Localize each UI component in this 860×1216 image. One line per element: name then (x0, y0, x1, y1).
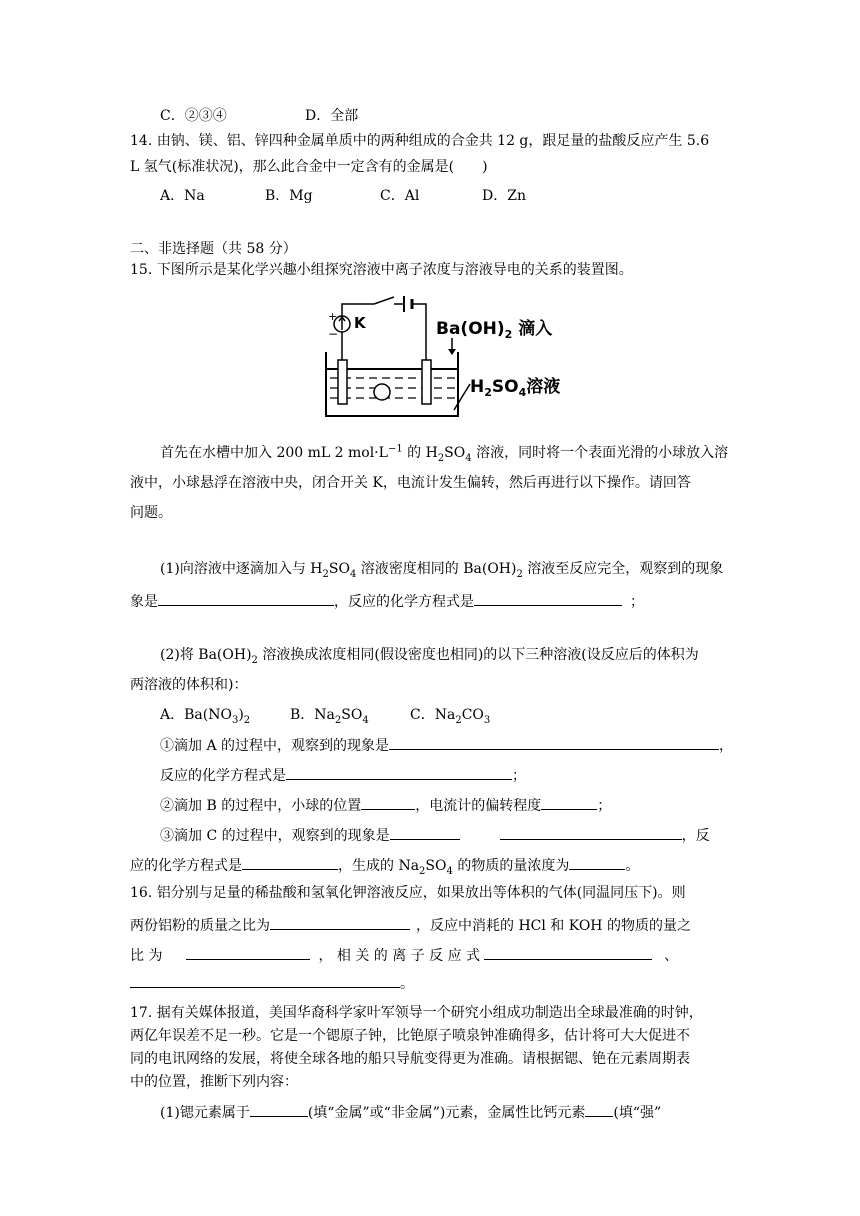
right-electrode (422, 360, 431, 404)
q17-line3: 同的电讯网络的发展，将使全球各地的船只导航变得更为准确。请根据锶、铯在元素周期表 (130, 1051, 690, 1067)
answer-blank[interactable] (500, 824, 682, 840)
q15-intro: 15. 下图所示是某化学兴趣小组探究溶液中离子浓度与溶液导电的关系的装置图。 (130, 262, 633, 278)
answer-blank[interactable] (585, 1101, 613, 1117)
answer-blank[interactable] (569, 854, 625, 870)
q17-line4: 中的位置，推断下列内容： (130, 1074, 298, 1090)
answer-blank[interactable] (158, 590, 334, 606)
q14-stem-line2: L 氢气(标准状况)，那么此合金中一定含有的金属是( ) (130, 159, 488, 175)
answer-blank[interactable] (250, 1101, 308, 1117)
q15-option-b: B．$Na_2SO_4$ (290, 707, 369, 726)
answer-blank[interactable] (286, 764, 512, 780)
answer-blank[interactable] (389, 734, 719, 750)
apparatus-diagram (318, 294, 580, 420)
q15-option-c: C．$Na_2CO_3$ (410, 707, 491, 726)
q15-para-line1: 首先在水槽中加入 200 mL 2 $mol\cdot L^{-1}$ 的 $H_2SO_4$ 溶液，同时将一个表面光滑的小球放入溶 (160, 443, 729, 464)
svg-text:Ba(OH)2 滴入: $Ba(OH)_2$ 滴入 (436, 319, 553, 341)
q15-c2-line: ②滴加 B 的过程中，小球的位置 ，电流计的偏转程度 ； (160, 794, 611, 815)
answer-blank[interactable] (270, 914, 410, 930)
q17-line5: (1)锶元素属于 (填“金属”或“非金属”)元素，金属性比钙元素 (填“强” (160, 1101, 661, 1122)
q16-line2: 两份铝粉的质量之比为 ，反应中消耗的 HCl 和 KOH 的物质的量之 (130, 914, 691, 935)
answer-blank[interactable] (186, 944, 310, 960)
q13-option-c: C．②③④ (160, 108, 227, 124)
q15-c3-line2: 应的化学方程式是 ，生成的 $Na_2SO_4$ 的物质的量浓度为 。 (130, 854, 639, 875)
svg-text:−: − (328, 327, 339, 341)
q14-option-c: C．Al (380, 188, 420, 204)
q15-c1-line2: 反应的化学方程式是 ； (160, 764, 526, 785)
q15-c3-line1: ③滴加 C 的过程中，观察到的现象是 ，反 (160, 824, 710, 845)
floating-ball (374, 384, 390, 400)
q15-sub1-line1: (1)向溶液中逐滴加入与 $H_2SO_4$ 溶液密度相同的 $Ba(OH)_2$ 溶液至反应完全，观察到的现象 (160, 561, 724, 580)
q16-line1: 16. 铝分别与足量的稀盐酸和氢氧化钾溶液反应，如果放出等体积的气体(同温同压下)。则 (130, 885, 686, 901)
answer-blank[interactable] (484, 944, 652, 960)
q13-option-d: D．全部 (305, 108, 359, 124)
q15-sub1-line2: 象是 ，反应的化学方程式是 ； (130, 590, 644, 611)
q17-line2: 两亿年误差不足一秒。它是一个锶原子钟，比铯原子喷泉钟准确得多，估计将可大大促进不 (130, 1028, 690, 1044)
answer-blank[interactable] (390, 824, 460, 840)
q16-line4: 。 (130, 972, 414, 993)
left-electrode (338, 360, 347, 404)
q15-sub2-line2: 两溶液的体积和)： (130, 677, 248, 693)
q15-para-line2: 液中，小球悬浮在溶液中央，闭合开关 K，电流计发生偏转，然后再进行以下操作。请回答 (130, 475, 691, 491)
q14-option-b: B．Mg (265, 188, 313, 204)
answer-blank[interactable] (541, 794, 597, 810)
answer-blank[interactable] (361, 794, 415, 810)
answer-blank[interactable] (130, 972, 400, 988)
q14-stem-line1: 14. 由钠、镁、铝、锌四种金属单质中的两种组成的合金共 12 g，跟足量的盐酸反应产生 5.6 (130, 133, 710, 149)
svg-text:H2SO4溶液: $H_2SO_4$溶液 (470, 377, 561, 399)
svg-text:+: + (328, 310, 338, 323)
q15-c1-line1: ①滴加 A 的过程中，观察到的现象是 ， (160, 734, 733, 755)
q16-line3: 比 为 ， 相 关 的 离 子 反 应 式 、 (130, 944, 678, 965)
q14-option-d: D．Zn (482, 188, 526, 204)
section-heading: 二、非选择题（共 58 分） (130, 241, 297, 257)
q15-para-line3: 问题。 (130, 505, 172, 521)
q17-line1: 17. 据有关媒体报道，美国华裔科学家叶军领导一个研究小组成功制造出全球最准确的时钟， (130, 1005, 703, 1021)
q15-option-a: A．$Ba(NO_3)_2$ (160, 707, 251, 726)
q14-option-a: A．Na (160, 188, 205, 204)
answer-blank[interactable] (474, 590, 622, 606)
switch-label: K (354, 314, 366, 332)
q15-sub2-line1: (2)将 $Ba(OH)_2$ 溶液换成浓度相同(假设密度也相同)的以下三种溶液(设反应后的体积为 (160, 647, 699, 666)
answer-blank[interactable] (242, 854, 338, 870)
